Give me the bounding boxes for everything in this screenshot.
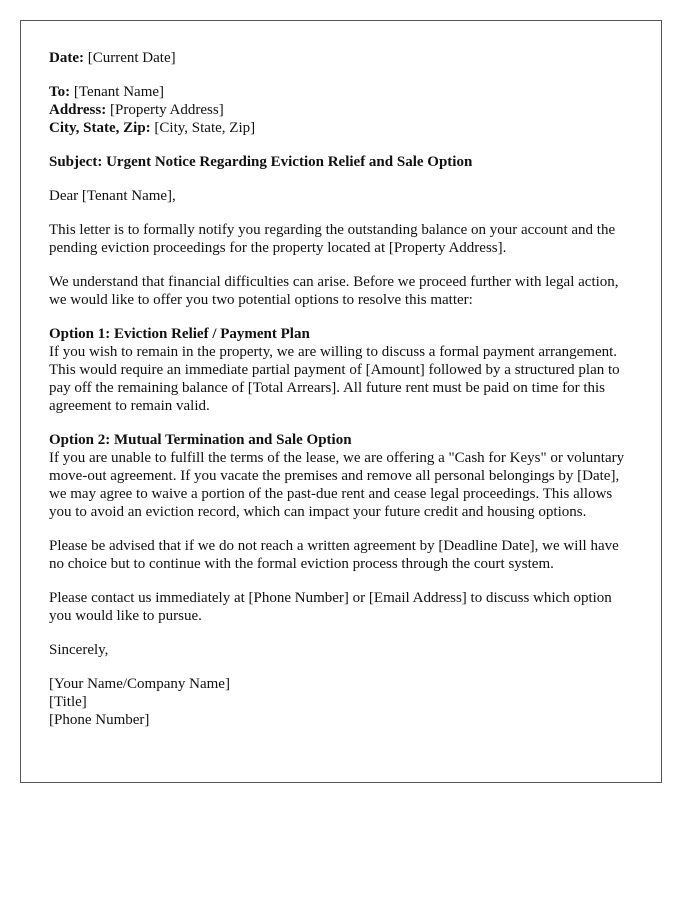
salutation: Dear [Tenant Name], [49, 188, 176, 204]
city-state-zip-label: City, State, Zip: [49, 120, 151, 136]
to-line [49, 83, 633, 101]
signature-phone: [Phone Number] [49, 712, 150, 728]
advised-paragraph: Please be advised that if we do not reach a written agreement by [Deadline Date], we will have no choice but to continue with the formal eviction process through the court system. [49, 538, 619, 572]
signature-block [49, 675, 633, 729]
option2-heading: Option 2: Mutual Termination and Sale Option [49, 432, 352, 448]
date-label: Date: [49, 50, 84, 66]
understand-paragraph: We understand that financial difficulties can arise. Before we proceed further with legal action, we would like to offer you two potential options to resolve this matter: [49, 274, 619, 308]
closing: Sincerely, [49, 642, 109, 658]
subject-line: Subject: Urgent Notice Regarding Eviction Relief and Sale Option [49, 154, 473, 170]
contact-paragraph: Please contact us immediately at [Phone Number] or [Email Address] to discuss which option you would like to pursue. [49, 590, 612, 624]
option1-section [49, 325, 633, 415]
address-line [49, 101, 633, 119]
option2-body: If you are unable to fulfill the terms of the lease, we are offering a "Cash for Keys" or voluntary move-out agreement. If you vacate the premises and remove all personal belongings by [Date], we may agree to waive a portion of the past-due rent and cease legal proceedings. This allows you to avoid an eviction record, which can impact your future credit and housing options. [49, 450, 625, 520]
option1-body: If you wish to remain in the property, we are willing to discuss a formal payment arrangement. This would require an immediate partial payment of [Amount] followed by a structured plan to pay off the remaining balance of [Total Arrears]. All future rent must be paid on time for this agreement to remain valid. [49, 344, 620, 414]
intro-paragraph: This letter is to formally notify you regarding the outstanding balance on your account and the pending eviction proceedings for the property located at [Property Address]. [49, 222, 616, 256]
signature-name: [Your Name/Company Name] [49, 676, 230, 692]
option1-heading: Option 1: Eviction Relief / Payment Plan [49, 326, 310, 342]
to-value: [Tenant Name] [73, 84, 165, 100]
signature-title: [Title] [49, 694, 87, 710]
address-label: Address: [49, 102, 107, 118]
to-label: To: [49, 84, 71, 100]
date-line [49, 49, 633, 67]
city-state-zip-line [49, 119, 633, 137]
address-value: [Property Address] [109, 102, 224, 118]
city-state-zip-value: [City, State, Zip] [154, 120, 256, 136]
letter-document [20, 20, 662, 783]
recipient-block [49, 83, 633, 137]
date-value: [Current Date] [87, 50, 176, 66]
option2-section [49, 431, 633, 521]
